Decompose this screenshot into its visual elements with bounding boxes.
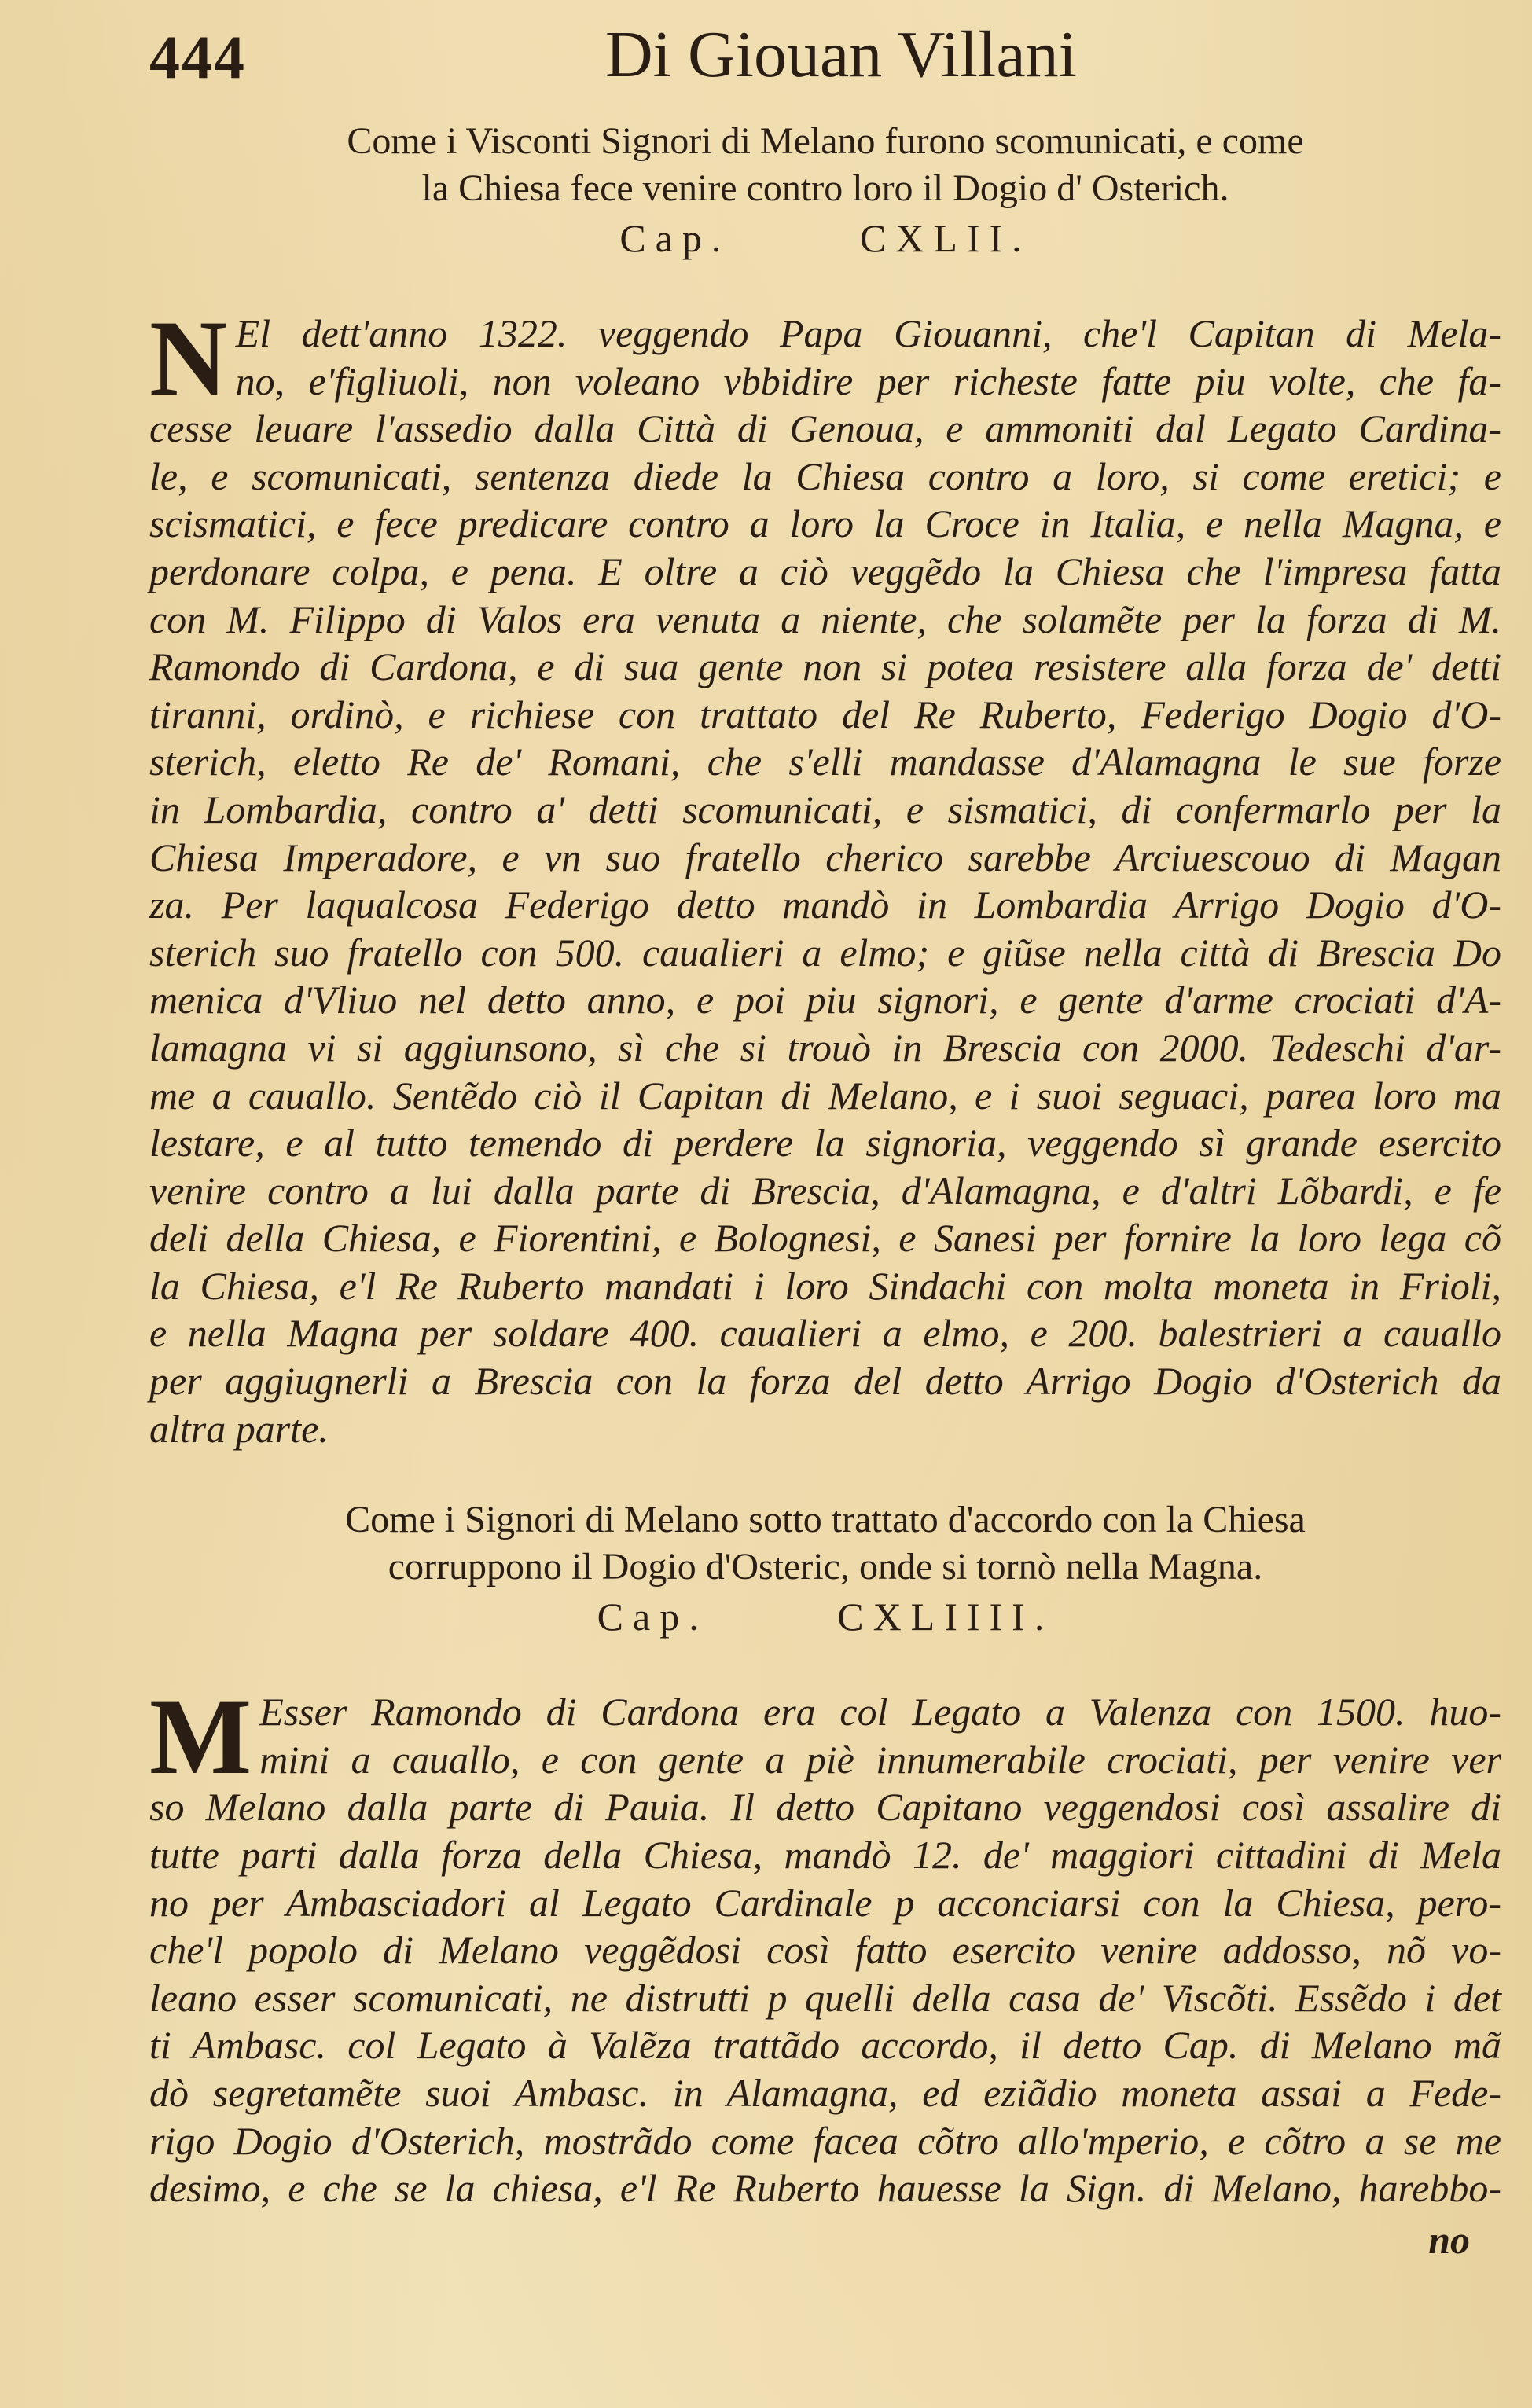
text-line: no per Ambasciadori al Legato Cardinale p acconciarsi con la Chiesa, pero- [149, 1880, 1501, 1925]
text-line: sterich suo fratello con 500. caualieri a elmo; e giũse nella città di Brescia Do [149, 930, 1501, 975]
text-line: e nella Magna per soldare 400. caualieri a elmo, e 200. balestrieri a cauallo [149, 1311, 1501, 1356]
text-line: me a cauallo. Sentẽdo ciò il Capitan di Melano, e i suoi seguaci, parea loro ma [149, 1073, 1501, 1118]
text-line: le, e scomunicati, sentenza diede la Chiesa contro a loro, si come eretici; e [149, 453, 1501, 498]
chapter-body [149, 298, 1501, 1452]
text-line: per aggiugnerli a Brescia con la forza del detto Arrigo Dogio d'Osterich da [149, 1359, 1501, 1404]
chapter-number [149, 214, 1501, 262]
text-line: cesse leuare l'assedio dalla Città di Genoua, e ammoniti dal Legato Cardina- [149, 406, 1501, 451]
text-line: dò segretamẽte suoi Ambasc. in Alamagna, ed eziãdio moneta assai a Fede- [149, 2071, 1501, 2115]
catchword: no [1428, 2217, 1470, 2262]
text-line: tiranni, ordinò, e richiese con trattato del Re Ruberto, Federigo Dogio d'O- [149, 692, 1501, 736]
text-line: Ramondo di Cardona, e di sua gente non si potea resistere alla forza de' detti [149, 644, 1501, 689]
chapter-heading-line: la Chiesa fece venire contro loro il Dogio d' Osterich. [421, 167, 1229, 209]
text-line: El dett'anno 1322. veggendo Papa Giouanni, che'l Capitan di Mela- [235, 311, 1501, 355]
chapter-roman-numeral: CXLIIII. [837, 1595, 1054, 1639]
chapter-label: Cap. [597, 1595, 708, 1639]
text-line: desimo, e che se la chiesa, e'l Re Ruberto hauesse la Sign. di Melano, harebbo- [149, 2166, 1501, 2211]
text-line: perdonare colpa, e pena. E oltre a ciò veggẽdo la Chiesa che l'impresa fatta [149, 549, 1501, 593]
book-page [149, 16, 1501, 2263]
page-number: 444 [149, 23, 246, 91]
chapter-roman-numeral: CXLII. [859, 216, 1031, 260]
text-line: con M. Filippo di Valos era venuta a niente, che solamẽte per la forza di M. [149, 596, 1501, 641]
text-line: scismatici, e fece predicare contro a loro la Croce in Italia, e nella Magna, e [149, 501, 1501, 546]
text-line: so Melano dalla parte di Pauia. Il detto Capitano veggendosi così assalire di [149, 1785, 1501, 1830]
chapter-label: Cap. [619, 216, 731, 260]
text-line: deli della Chiesa, e Fiorentini, e Bolognesi, e Sanesi per fornire la loro lega cõ [149, 1216, 1501, 1261]
drop-cap: N [149, 298, 228, 418]
running-title: Di Giouan Villani [604, 18, 1078, 91]
text-line: mini a cauallo, e con gente a piè innumerabile crociati, per venire ver [259, 1737, 1501, 1782]
text-line: lestare, e al tutto temendo di perdere la signoria, veggendo sì grande esercito [149, 1121, 1501, 1165]
text-line: leano esser scomunicati, ne distrutti p quelli della casa de' Viscõti. Essẽdo i det [149, 1975, 1501, 2020]
text-line: Esser Ramondo di Cardona era col Legato a Valenza con 1500. huo- [259, 1690, 1501, 1734]
text-line: venire contro a lui dalla parte di Brescia, d'Alamagna, e d'altri Lõbardi, e fe [149, 1168, 1501, 1213]
text-line: no, e'figliuoli, non voleano vbbidire per richeste fatte piu volte, che fa- [235, 358, 1501, 403]
text-line: lamagna vi si aggiunsono, sì che si trouò in Brescia con 2000. Tedeschi d'ar- [149, 1025, 1501, 1070]
text-line: ti Ambasc. col Legato à Valẽza trattãdo accordo, il detto Cap. di Melano mã [149, 2023, 1501, 2068]
running-head [149, 16, 1501, 91]
text-line: altra parte. [149, 1406, 329, 1451]
text-line: che'l popolo di Melano veggẽdosi così fatto esercito venire addosso, nõ vo- [149, 1928, 1501, 1973]
chapter-heading-line: corruppono il Dogio d'Osteric, onde si tornò nella Magna. [388, 1546, 1263, 1588]
chapter-body [149, 1676, 1501, 2212]
text-line: sterich, eletto Re de' Romani, che s'elli mandasse d'Alamagna le sue forze [149, 740, 1501, 784]
chapter-heading [149, 118, 1501, 212]
text-line: menica d'Vliuo nel detto anno, e poi piu signori, e gente d'arme crociati d'A- [149, 978, 1501, 1022]
text-line: za. Per laqualcosa Federigo detto mandò in Lombardia Arrigo Dogio d'O- [149, 883, 1501, 927]
chapter-number [149, 1592, 1501, 1641]
text-line: rigo Dogio d'Osterich, mostrãdo come facea cõtro allo'mperio, e cõtro a se me [149, 2118, 1501, 2163]
text-line: in Lombardia, contro a' detti scomunicati, e sismatici, di confermarlo per la [149, 787, 1501, 831]
chapter-heading-line: Come i Signori di Melano sotto trattato d'accordo con la Chiesa [345, 1499, 1306, 1541]
text-line: tutte parti dalla forza della Chiesa, mandò 12. de' maggiori cittadini di Mela [149, 1833, 1501, 1878]
text-line: la Chiesa, e'l Re Ruberto mandati i loro Sindachi con molta moneta in Frioli, [149, 1263, 1501, 1308]
text-line: Chiesa Imperadore, e vn suo fratello cherico sarebbe Arciuescouo di Magan [149, 835, 1501, 879]
chapter-heading [149, 1496, 1501, 1591]
chapter-heading-line: Come i Visconti Signori di Melano furono scomunicati, e come [347, 120, 1304, 162]
drop-cap: M [149, 1676, 252, 1797]
